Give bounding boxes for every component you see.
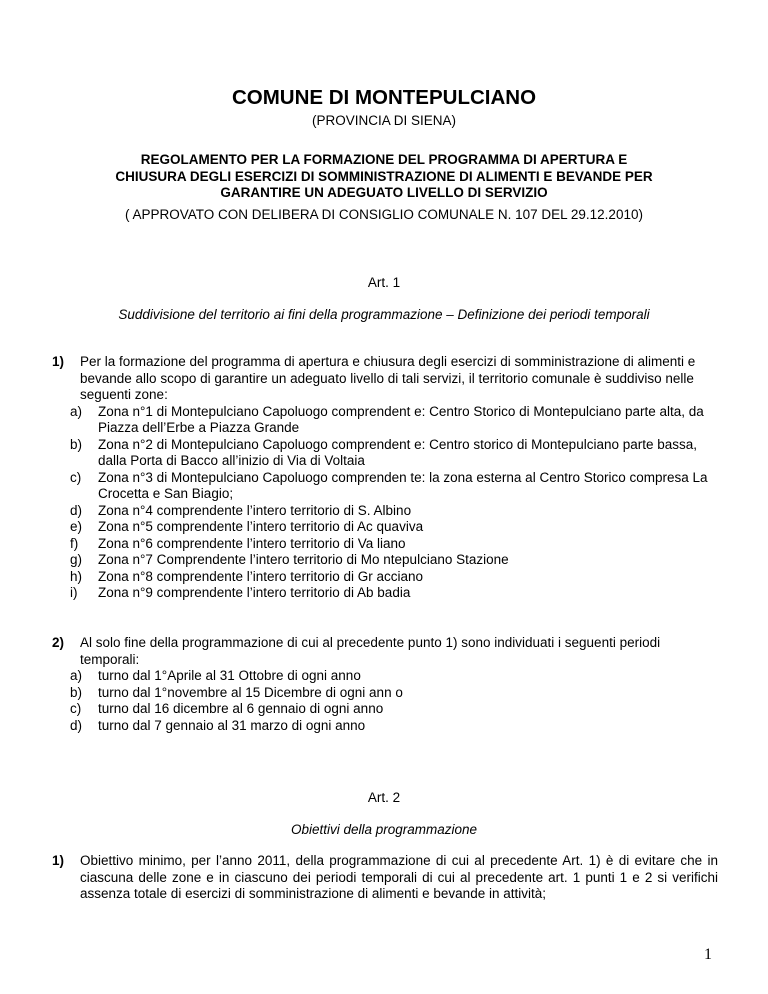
list-letter: h) [70, 568, 83, 584]
list-item-text: Zona n°2 di Montepulciano Capoluogo comprendent e: Centro storico di Montepulciano parte bassa, dalla Porta di Bacco all’inizio di Via di Voltaia [98, 436, 698, 468]
list-item-text: Zona n°3 di Montepulciano Capoluogo comprenden te: la zona esterna al Centro Storico compresa La Crocetta e San Biagio; [98, 469, 708, 501]
list-item-text: Zona n°4 comprendente l’intero territorio di S. Albino [98, 502, 412, 518]
list-item [52, 552, 718, 569]
list-item [52, 470, 718, 503]
paragraph-number: 1) [52, 853, 65, 868]
list-item-text: Zona n°8 comprendente l’intero territorio di Gr acciano [98, 568, 424, 584]
approval-note: ( APPROVATO CON DELIBERA DI CONSIGLIO COMUNALE N. 107 DEL 29.12.2010) [125, 207, 643, 222]
list-item [52, 668, 718, 685]
article-2-heading: Art. 2 [367, 790, 401, 805]
list-letter: a) [70, 403, 83, 419]
list-item-text: Zona n°5 comprendente l’intero territorio di Ac quaviva [98, 519, 424, 534]
list-item [52, 536, 718, 553]
document-title: COMUNE DI MONTEPULCIANO [231, 86, 537, 109]
paragraph-text: Per la formazione del programma di apertura e chiusura degli esercizi di somministrazione di alimenti e bevande allo scopo di garantire un adeguato livello di tali servizi, il territorio comunale è suddiviso nelle seguenti zone: [80, 354, 696, 402]
list-letter: d) [70, 502, 83, 518]
list-item [52, 701, 718, 718]
list-letter: b) [70, 684, 83, 700]
article-2-subtitle: Obiettivi della programmazione [290, 822, 478, 837]
article-1-paragraph-1 [52, 354, 718, 602]
list-item [52, 685, 718, 702]
article-1-subtitle: Suddivisione del territorio ai fini della programmazione – Definizione dei periodi temporali [118, 307, 650, 322]
list-item-text: turno dal 1°Aprile al 31 Ottobre di ogni anno [98, 668, 361, 683]
list-item-text: turno dal 1°novembre al 15 Dicembre di ogni ann o [98, 684, 403, 700]
list-letter: i) [70, 585, 78, 600]
list-item [52, 519, 718, 536]
list-item-text: Zona n°7 Comprendente l’intero territorio di Mo ntepulciano Stazione [98, 552, 509, 567]
regulation-title: REGOLAMENTO PER LA FORMAZIONE DEL PROGRAMMA DI APERTURA E CHIUSURA DEGLI ESERCIZI DI SOMMINISTRAZIONE DI ALIMENTI E BEVANDE PER GARANTIRE UN ADEGUATO LIVELLO DI SERVIZIO [115, 152, 653, 200]
list-letter: c) [70, 469, 82, 485]
list-letter: b) [70, 436, 83, 452]
paragraph-text: Obiettivo minimo, per l’anno 2011, della programmazione di cui al precedente Art. 1) è di evitare che in ciascuna delle zone e in ciascuno dei periodi temporali di cui al precedente art. 1 punti 1 e 2 si verifichi assenza totale di esercizi di somministrazione di alimenti e bevande in attività; [80, 853, 718, 901]
list-item [52, 404, 718, 437]
article-1-heading: Art. 1 [367, 275, 401, 290]
list-letter: e) [70, 519, 83, 534]
paragraph-text: Al solo fine della programmazione di cui al precedente punto 1) sono individuati i seguenti periodi temporali: [80, 635, 661, 667]
article-1-paragraph-2 [52, 635, 718, 734]
article-2-paragraph-1 [52, 853, 718, 903]
list-item [52, 585, 718, 602]
list-letter: a) [70, 668, 83, 683]
list-item [52, 503, 718, 520]
list-item-text: Zona n°6 comprendente l’intero territorio di Va liano [98, 535, 406, 551]
list-item-text: Zona n°9 comprendente l’intero territorio di Ab badia [98, 585, 411, 600]
list-letter: g) [70, 552, 83, 567]
list-item [52, 718, 718, 735]
list-item-text: turno dal 7 gennaio al 31 marzo di ogni anno [98, 717, 366, 733]
page-number: 1 [704, 946, 712, 963]
list-letter: f) [70, 535, 79, 551]
province-subtitle: (PROVINCIA DI SIENA) [311, 113, 457, 128]
list-letter: d) [70, 717, 83, 733]
list-item [52, 437, 718, 470]
zone-list [52, 404, 718, 602]
list-item-text: Zona n°1 di Montepulciano Capoluogo comprendent e: Centro Storico di Montepulciano parte alta, da Piazza dell’Erbe a Piazza Grande [98, 403, 704, 435]
list-item [52, 569, 718, 586]
paragraph-number: 2) [52, 635, 65, 650]
list-item-text: turno dal 16 dicembre al 6 gennaio di ogni anno [98, 701, 384, 716]
period-list [52, 668, 718, 734]
list-letter: c) [70, 701, 82, 716]
paragraph-number: 1) [52, 354, 65, 369]
